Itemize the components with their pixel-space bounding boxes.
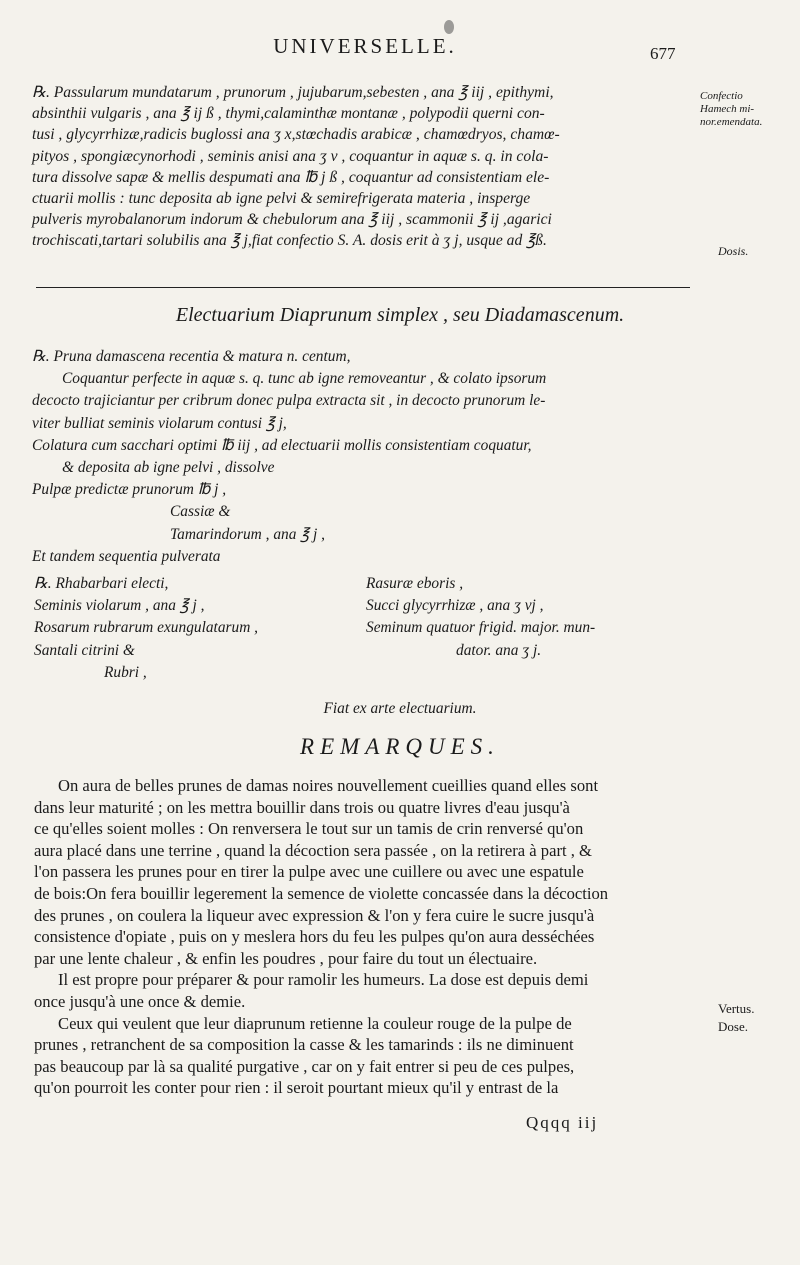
remarques-heading: REMARQUES. (300, 734, 500, 759)
recipe-line: ctuarii mollis : tunc deposita ab igne pelvi & semirefrigerata materia , insperge (32, 190, 531, 208)
confection-recipe (32, 82, 692, 252)
powder-item: Rubri , (104, 663, 147, 681)
text-line: l'on passera les prunes pour en tirer la pulpe avec une cuillere ou avec une espatule (34, 862, 584, 882)
text-line: de bois:On fera bouillir legerement la semence de violette concassée dans la décoction (34, 883, 609, 903)
text-line: dans leur maturité ; on les mettra bouillir dans trois ou quatre livres d'eau jusqu'à (34, 797, 570, 817)
powder-item: Succi glycyrrhizæ , ana ʒ vj , (366, 597, 544, 615)
powder-list-left (34, 573, 364, 684)
remarques-body (34, 775, 694, 1099)
powder-item: Seminum quatuor frigid. major. mun- (366, 619, 596, 637)
powder-item: dator. ana ʒ j. (456, 641, 542, 659)
formula-line: Colatura cum sacchari optimi ℔ iij , ad electuarii mollis consistentiam coquatur, (32, 436, 532, 454)
text-line: qu'on pourroit les conter pour rien : il seroit pourtant mieux qu'il y entrast de la (34, 1078, 559, 1098)
running-title: UNIVERSELLE. (273, 34, 457, 58)
page-number: 677 (650, 44, 676, 63)
text-line: par une lente chaleur , & enfin les poudres , pour faire du tout un électuaire. (34, 948, 538, 968)
formula-line: Tamarindorum , ana ℥ j , (170, 525, 325, 543)
section-divider (36, 287, 690, 288)
formula-line: decocto trajiciantur per cribrum donec pulpa extracta sit , in decocto prunorum le- (32, 392, 546, 410)
formula-line: Pulpæ predictæ prunorum ℔ j , (32, 481, 227, 499)
margin-note-line: Hamech mi- (700, 103, 755, 115)
text-line: aura placé dans une terrine , quand la décoction sera passée , on la retirera à part , & (34, 840, 592, 860)
text-line: prunes , retranchent de sa composition la casse & les tamarinds : ils ne diminuent (34, 1035, 574, 1055)
powder-list-right (366, 573, 696, 662)
text-line: Il est propre pour préparer & pour ramolir les humeurs. La dose est depuis demi (58, 970, 589, 990)
formula-line: viter bulliat seminis violarum contusi ℥ j, (32, 414, 287, 432)
formula-line: ℞. Pruna damascena recentia & matura n. centum, (32, 348, 351, 365)
recipe-line: tusi , glycyrrhizæ,radicis buglossi ana ʒ x,stœchadis arabicæ , chamœdryos, chamœ- (32, 126, 560, 144)
margin-note-line: Confectio (700, 90, 743, 102)
text-line: On aura de belles prunes de damas noires nouvellement cueillies quand elles sont (58, 776, 599, 795)
section-title: Electuarium Diaprunum simplex , seu Diadamascenum. (175, 304, 625, 326)
formula-line: Et tandem sequentia pulverata (32, 547, 221, 565)
powder-item: Seminis violarum , ana ℥ j , (34, 597, 205, 615)
powder-item: Rosarum rubrarum exungulatarum , (34, 619, 259, 637)
margin-note-confectio (700, 90, 762, 129)
recipe-line: tura dissolve sapæ & mellis despumati ana ℔ j ß , coquantur ad consistentiam ele- (32, 168, 550, 186)
powder-item: Rasuræ eboris , (366, 575, 464, 592)
recipe-line: pulveris myrobalanorum indorum & chebulorum ana ℥ iij , scammonii ℥ ij ,agarici (32, 211, 552, 229)
margin-note-line: nor.emendata. (700, 116, 763, 128)
electuary-formula (32, 346, 722, 568)
margin-note-vertus: Vertus. (718, 1001, 755, 1016)
formula-line: Coquantur perfecte in aquæ s. q. tunc ab igne removeantur , & colato ipsorum (62, 370, 547, 388)
recipe-line: ℞. Passularum mundatarum , prunorum , jujubarum,sebesten , ana ℥ iij , epithymi, (32, 84, 554, 101)
text-line: once jusqu'à une once & demie. (34, 991, 246, 1011)
signature-mark: Qqqq iij (526, 1113, 599, 1132)
text-line: ce qu'elles soient molles : On renversera le tout sur un tamis de crin renversé qu'on (34, 819, 584, 839)
margin-note-dosis: Dosis. (718, 244, 749, 258)
powder-item: Santali citrini & (34, 641, 135, 659)
formula-line: Cassiæ & (170, 503, 231, 521)
powder-item: ℞. Rhabarbari electi, (34, 575, 169, 592)
text-line: des prunes , on coulera la liqueur avec expression & l'on y fera cuire le sucre jusqu'à (34, 905, 595, 925)
recipe-line: trochiscati,tartari solubilis ana ℥ j,fiat confectio S. A. dosis erit à ʒ j, usque ad ℥ß. (32, 232, 547, 250)
recipe-line: pityos , spongiæcynorhodi , seminis anisi ana ʒ v , coquantur in aquæ s. q. in cola- (32, 147, 549, 165)
text-line: pas beaucoup par là sa qualité purgative , car on y fait entrer si peu de ces pulpes, (34, 1056, 575, 1076)
text-line: consistence d'opiate , puis on y meslera hors du feu les pulpes qu'on aura desséchées (34, 927, 595, 947)
formula-line: & deposita ab igne pelvi , dissolve (62, 459, 275, 477)
ink-blot (444, 20, 454, 34)
margin-note-dose: Dose. (718, 1019, 748, 1034)
recipe-line: absinthii vulgaris , ana ℥ ij ß , thymi,calaminthæ montanæ , polypodii querni con- (32, 105, 545, 123)
text-line: Ceux qui veulent que leur diaprunum retienne la couleur rouge de la pulpe de (58, 1013, 572, 1033)
fiat-line: Fiat ex arte electuarium. (323, 700, 477, 717)
